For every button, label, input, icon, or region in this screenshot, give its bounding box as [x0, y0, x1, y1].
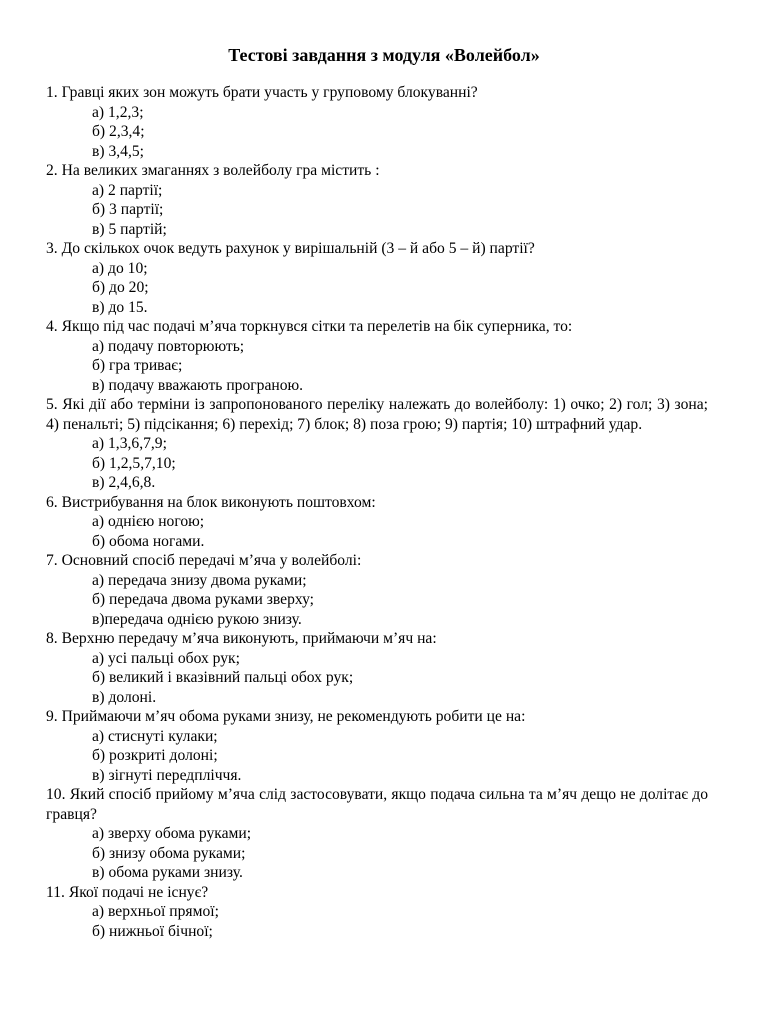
question-block	[46, 551, 708, 629]
answer-option: а) передача знизу двома руками;	[92, 571, 307, 589]
question-prompt: Верхню передачу м’яча виконують, приймаючи м’яч на:	[61, 630, 437, 647]
options-list	[46, 259, 708, 318]
question-number: 9.	[46, 708, 58, 725]
question-text	[46, 161, 708, 181]
question-block	[46, 395, 708, 493]
question-block	[46, 707, 708, 785]
answer-option: а) 1,2,3;	[92, 103, 144, 121]
answer-option: в) долоні.	[92, 688, 157, 706]
question-text	[46, 83, 708, 103]
question-text	[46, 785, 708, 824]
questions-list	[46, 83, 708, 941]
answer-option: а) до 10;	[92, 259, 148, 277]
answer-option: а) 2 партії;	[92, 181, 163, 199]
question-number: 1.	[46, 84, 58, 101]
question-number: 7.	[46, 552, 58, 569]
question-block	[46, 83, 708, 161]
options-list	[46, 181, 708, 240]
question-prompt: До скількох очок ведуть рахунок у вирішальній (3 – й або 5 – й) партії?	[61, 240, 535, 257]
question-text	[46, 239, 708, 259]
question-number: 8.	[46, 630, 58, 647]
answer-option: в) обома руками знизу.	[92, 864, 243, 881]
question-block	[46, 239, 708, 317]
question-number: 3.	[46, 240, 58, 257]
options-list	[46, 337, 708, 396]
answer-option: в) подачу вважають програною.	[92, 376, 304, 394]
answer-option: б) 3 партії;	[92, 201, 164, 218]
answer-option: б) гра триває;	[92, 357, 183, 374]
answer-option: а) 1,3,6,7,9;	[92, 435, 167, 452]
answer-option: в) 3,4,5;	[92, 142, 144, 160]
options-list	[46, 434, 708, 493]
answer-option: б) 2,3,4;	[92, 123, 145, 140]
answer-option: б) 1,2,5,7,10;	[92, 454, 176, 472]
question-number: 6.	[46, 493, 58, 511]
answer-option: б) великий і вказівний пальці обох рук;	[92, 669, 354, 686]
question-text	[46, 317, 708, 337]
answer-option: в)передача однією рукою знизу.	[92, 610, 302, 628]
question-block	[46, 883, 708, 942]
question-number: 10.	[46, 786, 66, 803]
question-prompt: Вистрибування на блок виконують поштовхом:	[61, 493, 376, 511]
question-prompt: Основний спосіб передачі м’яча у волейболі:	[61, 552, 362, 569]
question-prompt: Приймаючи м’яч обома руками знизу, не рекомендують робити це на:	[61, 708, 526, 725]
answer-option: б) передача двома руками зверху;	[92, 591, 315, 608]
question-number: 11.	[46, 883, 65, 901]
question-block	[46, 317, 708, 395]
question-block	[46, 629, 708, 707]
question-prompt: Якої подачі не існує?	[68, 883, 209, 901]
answer-option: а) зверху обома руками;	[92, 825, 252, 842]
options-list	[46, 571, 708, 630]
options-list	[46, 727, 708, 786]
question-text	[46, 551, 708, 571]
answer-option: в) 2,4,6,8.	[92, 474, 156, 491]
question-number: 5.	[46, 396, 58, 413]
options-list	[46, 649, 708, 708]
question-prompt: Які дії або терміни із запропонованого переліку належать до волейболу: 1) очко; 2) гол; 3) зона; 4) пенальті; 5) підсікання; 6) перехід; 7) блок; 8) поза грою; 9) партія; 10) штрафний удар.	[46, 396, 708, 433]
answer-option: б) обома ногами.	[92, 532, 205, 550]
answer-option: а) однією ногою;	[92, 513, 205, 530]
answer-option: в) зігнуті передпліччя.	[92, 766, 242, 784]
question-text	[46, 707, 708, 727]
answer-option: б) знизу обома руками;	[92, 844, 246, 862]
options-list	[46, 824, 708, 883]
answer-option: а) подачу повторюють;	[92, 337, 245, 355]
options-list	[46, 902, 708, 941]
question-block	[46, 161, 708, 239]
answer-option: б) розкриті долоні;	[92, 747, 218, 764]
question-block	[46, 493, 708, 552]
answer-option: а) стиснуті кулаки;	[92, 727, 218, 745]
question-text	[46, 493, 708, 513]
options-list	[46, 103, 708, 162]
question-prompt: На великих змаганнях з волейболу гра містить :	[61, 162, 380, 179]
answer-option: в) 5 партій;	[92, 220, 167, 238]
answer-option: в) до 15.	[92, 298, 148, 316]
question-block	[46, 785, 708, 883]
answer-option: б) до 20;	[92, 279, 149, 296]
question-prompt: Гравці яких зон можуть брати участь у груповому блокуванні?	[61, 84, 478, 101]
answer-option: а) верхньої прямої;	[92, 903, 219, 920]
question-number: 4.	[46, 318, 58, 335]
question-number: 2.	[46, 162, 58, 179]
question-text	[46, 395, 708, 434]
question-text	[46, 629, 708, 649]
document-title: Тестові завдання з модуля «Волейбол»	[228, 45, 540, 65]
question-text	[46, 883, 708, 903]
question-prompt: Якщо під час подачі м’яча торкнувся сітки та перелетів на бік суперника, то:	[61, 318, 573, 335]
answer-option: б) нижньої бічної;	[92, 922, 213, 940]
answer-option: а) усі пальці обох рук;	[92, 649, 240, 667]
question-prompt: Який спосіб прийому м’яча слід застосовувати, якщо подача сильна та м’яч дещо не долітає до гравця?	[46, 786, 708, 823]
options-list	[46, 512, 708, 551]
